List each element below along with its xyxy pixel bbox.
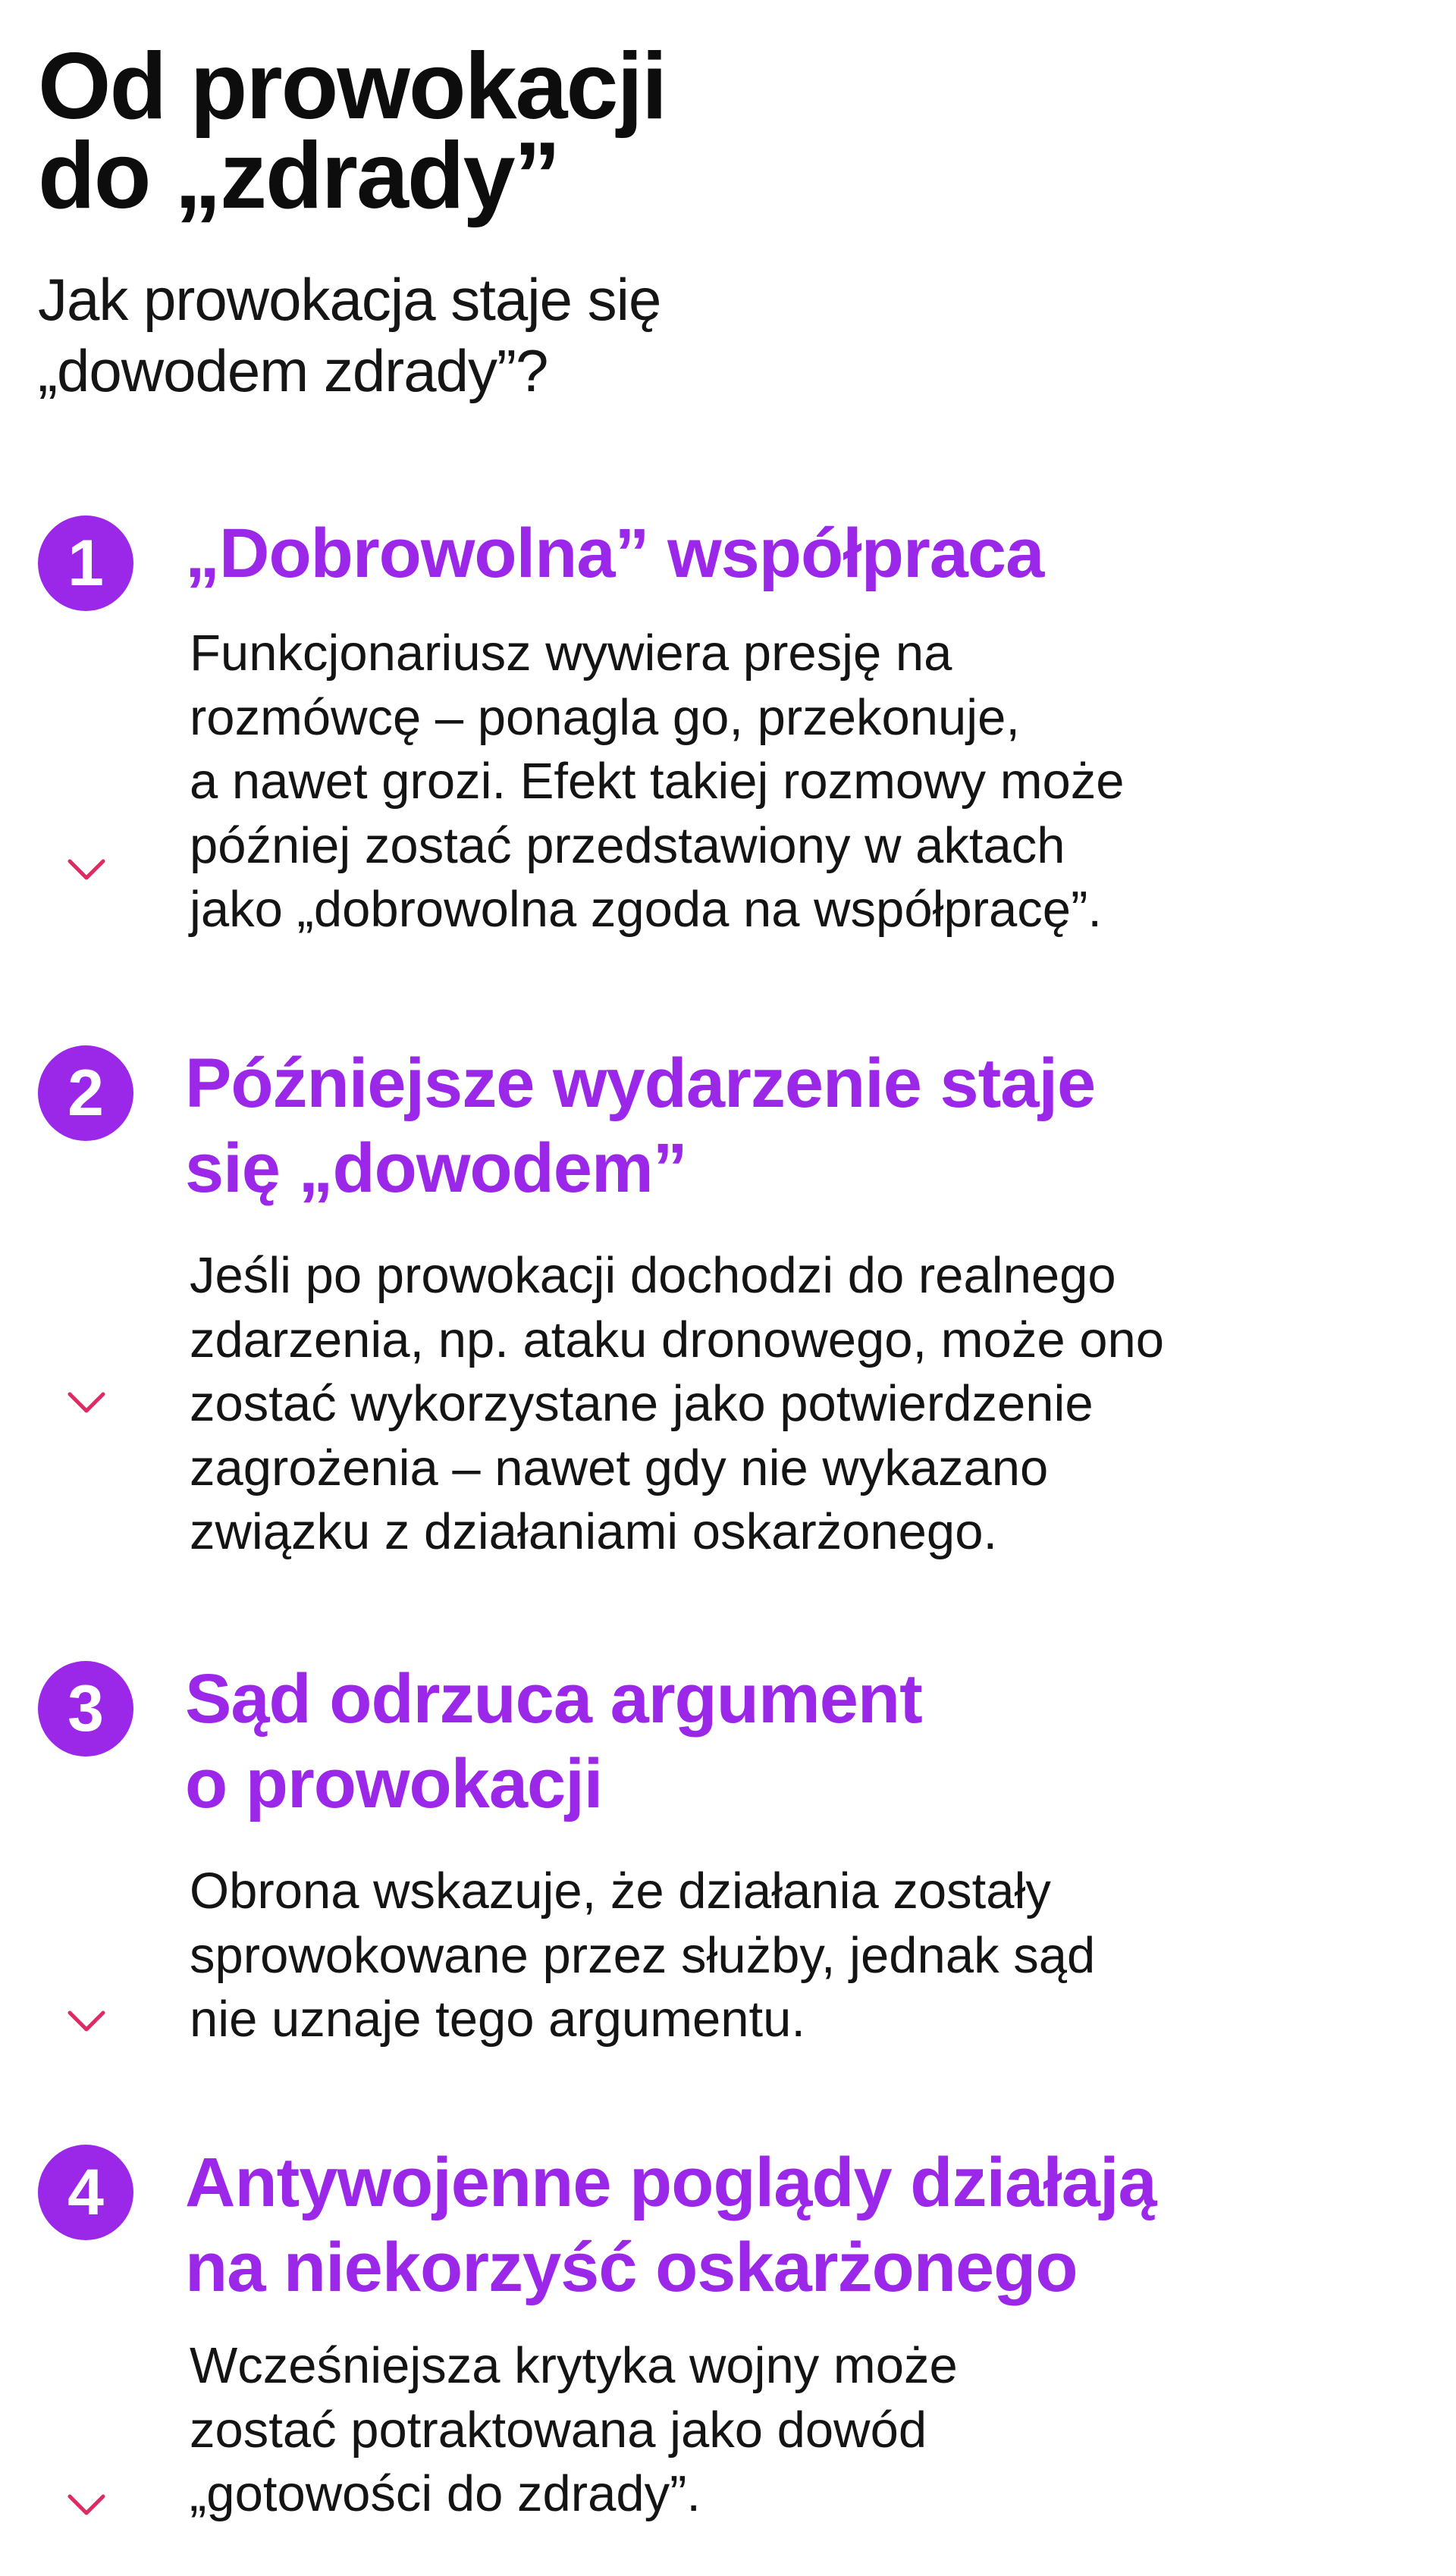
page-subtitle: Jak prowokacja staje się „dowodem zdrady”?	[38, 266, 661, 404]
down-arrow-icon	[65, 641, 108, 885]
page-title: Od prowokacji do „zdrady”	[38, 34, 667, 228]
step-body: Wcześniejsza krytyka wojny może zostać potraktowana jako dowód „gotowości do zdrady”.	[190, 2337, 958, 2522]
step-title: Sąd odrzuca argument o prowokacji	[185, 1660, 922, 1822]
step-number-badge: 1	[38, 516, 133, 611]
step-number-badge: 2	[38, 1045, 133, 1141]
step-body: Jeśli po prowokacji dochodzi do realnego zdarzenia, np. ataku dronowego, może ono zostać wykorzystane jako potwierdzenie zagrożenia – nawet gdy nie wykazano związku z działaniami oskarżonego.	[190, 1247, 1165, 1560]
step-title: „Dobrowolna” współpraca	[185, 515, 1044, 592]
step-title: Późniejsze wydarzenie staje się „dowodem”	[185, 1045, 1096, 1207]
down-arrow-icon	[65, 1171, 108, 1418]
step-body: Funkcjonariusz wywiera presję na rozmówcę – ponagla go, przekonuje, a nawet grozi. Efekt takiej rozmowy może później zostać przedstawiony w aktach jako „dobrowolna zgoda na współpracę”.	[190, 625, 1125, 938]
down-arrow-icon	[65, 2272, 108, 2521]
step-number-badge: 3	[38, 1661, 133, 1757]
step-number-badge: 4	[38, 2145, 133, 2240]
step-body: Obrona wskazuje, że działania zostały sprowokowane przez służby, jednak sąd nie uznaje tego argumentu.	[190, 1863, 1096, 2048]
down-arrow-icon	[65, 1788, 108, 2037]
step-title: Antywojenne poglądy działają na niekorzyść oskarżonego	[185, 2144, 1156, 2306]
